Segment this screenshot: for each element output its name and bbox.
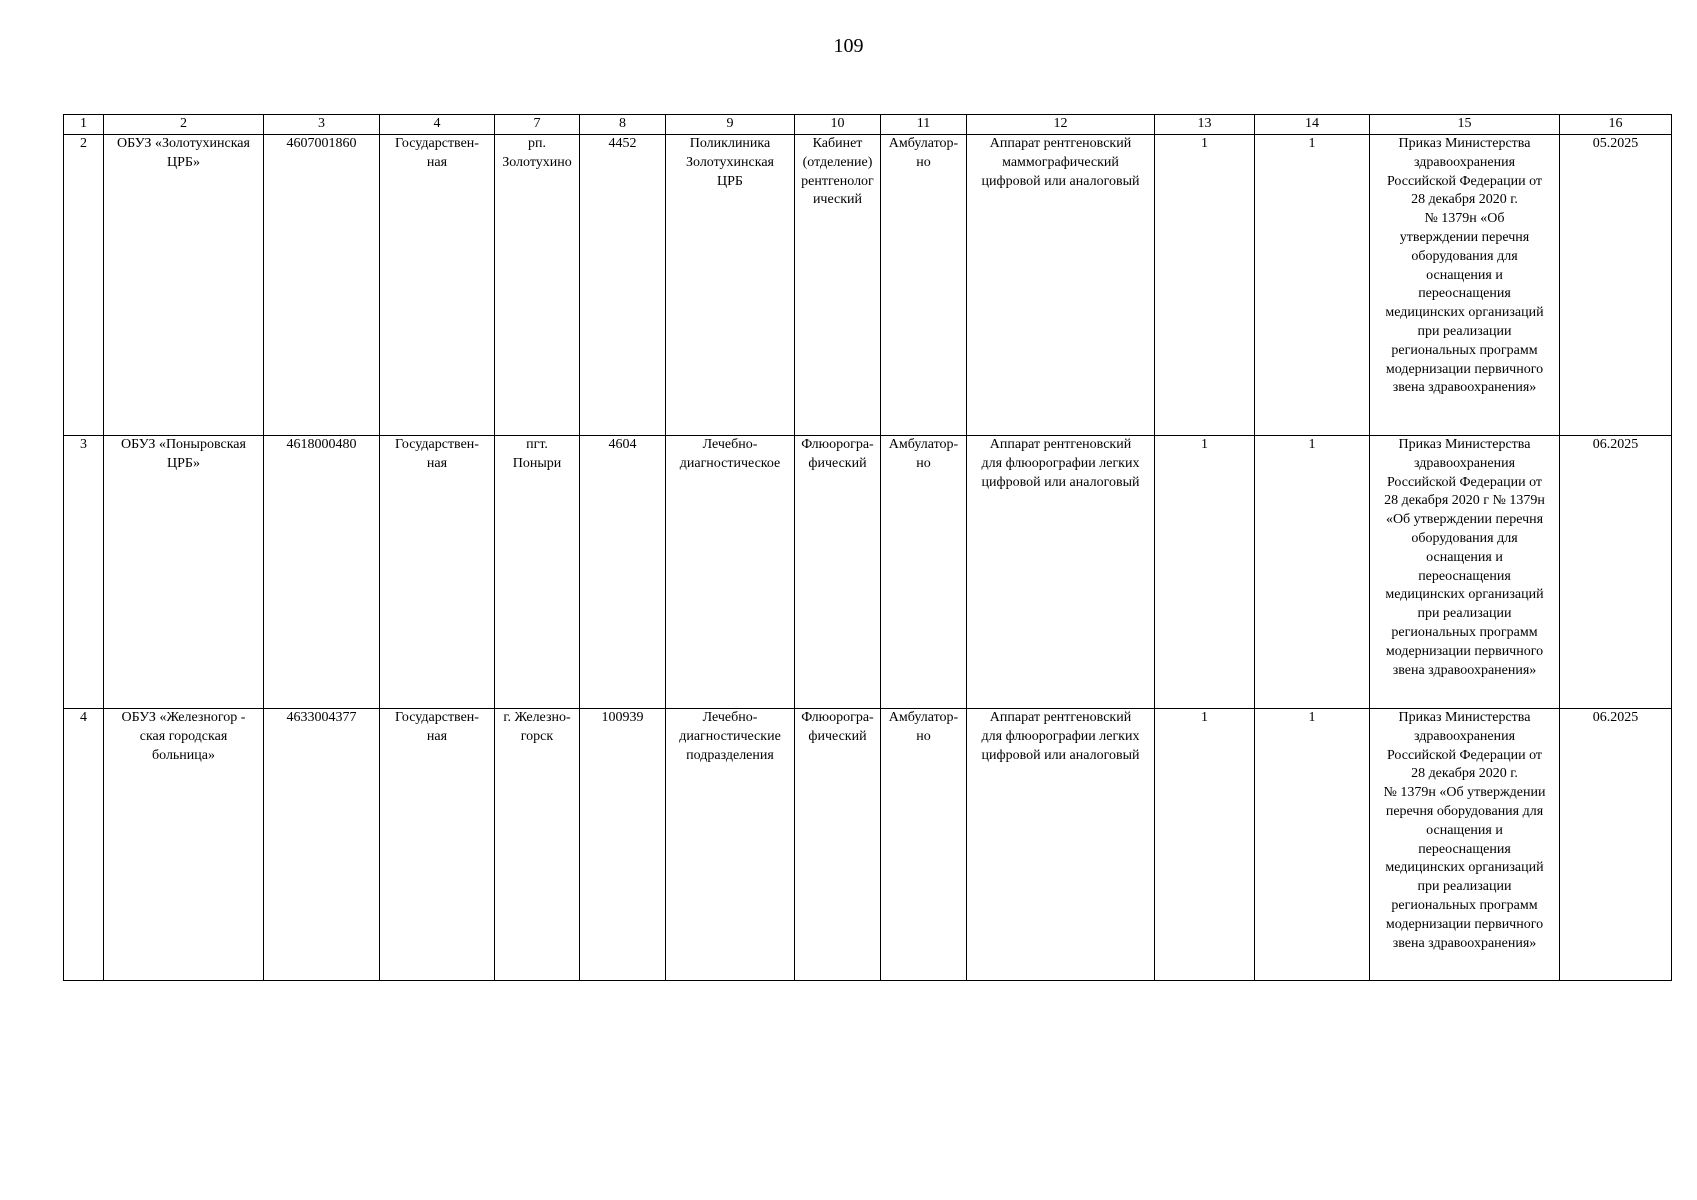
date-cell: 06.2025 <box>1560 709 1672 981</box>
quantity-cell: 1 <box>1255 709 1370 981</box>
quantity-cell: 1 <box>1155 709 1255 981</box>
column-header: 9 <box>666 115 795 135</box>
inn-cell: 4607001860 <box>264 135 380 436</box>
department-cell: Флюорогра- фический <box>795 436 881 709</box>
ownership-cell: Государствен- ная <box>380 436 495 709</box>
column-header: 11 <box>881 115 967 135</box>
row-number-cell: 3 <box>64 436 104 709</box>
equipment-table <box>63 114 1672 981</box>
subdivision-cell: Лечебно- диагностические подразделения <box>666 709 795 981</box>
care-conditions-cell: Амбулатор- но <box>881 135 967 436</box>
column-header: 3 <box>264 115 380 135</box>
department-cell: Флюорогра- фический <box>795 709 881 981</box>
ownership-cell: Государствен- ная <box>380 709 495 981</box>
inn-cell: 4618000480 <box>264 436 380 709</box>
column-header: 14 <box>1255 115 1370 135</box>
care-conditions-cell: Амбулатор- но <box>881 709 967 981</box>
column-header: 4 <box>380 115 495 135</box>
locality-cell: г. Железно- горск <box>495 709 580 981</box>
subdivision-cell: Поликлиника Золотухинская ЦРБ <box>666 135 795 436</box>
order-reference-cell: Приказ Министерства здравоохранения Российской Федерации от 28 декабря 2020 г № 1379н «Об утверждении перечня оборудования для оснащения и переоснащения медицинских организаций при реализации региональных программ модернизации первичного звена здравоохранения» <box>1370 436 1560 709</box>
department-cell: Кабинет (отделение) рентгенолог ический <box>795 135 881 436</box>
organization-cell: ОБУЗ «Железногор - ская городская больница» <box>104 709 264 981</box>
locality-cell: пгт. Поныри <box>495 436 580 709</box>
row-number-cell: 4 <box>64 709 104 981</box>
column-header: 16 <box>1560 115 1672 135</box>
column-header: 15 <box>1370 115 1560 135</box>
quantity-cell: 1 <box>1155 135 1255 436</box>
table-row <box>64 436 1672 709</box>
equipment-cell: Аппарат рентгеновский для флюорографии легких цифровой или аналоговый <box>967 709 1155 981</box>
column-header: 7 <box>495 115 580 135</box>
order-reference-cell: Приказ Министерства здравоохранения Российской Федерации от 28 декабря 2020 г. № 1379н «Об утверждении перечня оборудования для оснащения и переоснащения медицинских организаций при реализации региональных программ модернизации первичного звена здравоохранения» <box>1370 709 1560 981</box>
population-cell: 4604 <box>580 436 666 709</box>
column-header: 10 <box>795 115 881 135</box>
column-header: 8 <box>580 115 666 135</box>
quantity-cell: 1 <box>1155 436 1255 709</box>
inn-cell: 4633004377 <box>264 709 380 981</box>
organization-cell: ОБУЗ «Поныровская ЦРБ» <box>104 436 264 709</box>
population-cell: 100939 <box>580 709 666 981</box>
organization-cell: ОБУЗ «Золотухинская ЦРБ» <box>104 135 264 436</box>
column-number-row <box>64 115 1672 135</box>
date-cell: 05.2025 <box>1560 135 1672 436</box>
date-cell: 06.2025 <box>1560 436 1672 709</box>
column-header: 13 <box>1155 115 1255 135</box>
quantity-cell: 1 <box>1255 135 1370 436</box>
locality-cell: рп. Золотухино <box>495 135 580 436</box>
population-cell: 4452 <box>580 135 666 436</box>
row-number-cell: 2 <box>64 135 104 436</box>
page-number: 109 <box>833 35 864 57</box>
subdivision-cell: Лечебно- диагностическое <box>666 436 795 709</box>
equipment-cell: Аппарат рентгеновский маммографический цифровой или аналоговый <box>967 135 1155 436</box>
equipment-cell: Аппарат рентгеновский для флюорографии легких цифровой или аналоговый <box>967 436 1155 709</box>
table-row <box>64 709 1672 981</box>
column-header: 2 <box>104 115 264 135</box>
column-header: 12 <box>967 115 1155 135</box>
table-row <box>64 135 1672 436</box>
quantity-cell: 1 <box>1255 436 1370 709</box>
column-header: 1 <box>64 115 104 135</box>
ownership-cell: Государствен- ная <box>380 135 495 436</box>
care-conditions-cell: Амбулатор- но <box>881 436 967 709</box>
order-reference-cell: Приказ Министерства здравоохранения Российской Федерации от 28 декабря 2020 г. № 1379н «Об утверждении перечня оборудования для оснащения и переоснащения медицинских организаций при реализации региональных программ модернизации первичного звена здравоохранения» <box>1370 135 1560 436</box>
